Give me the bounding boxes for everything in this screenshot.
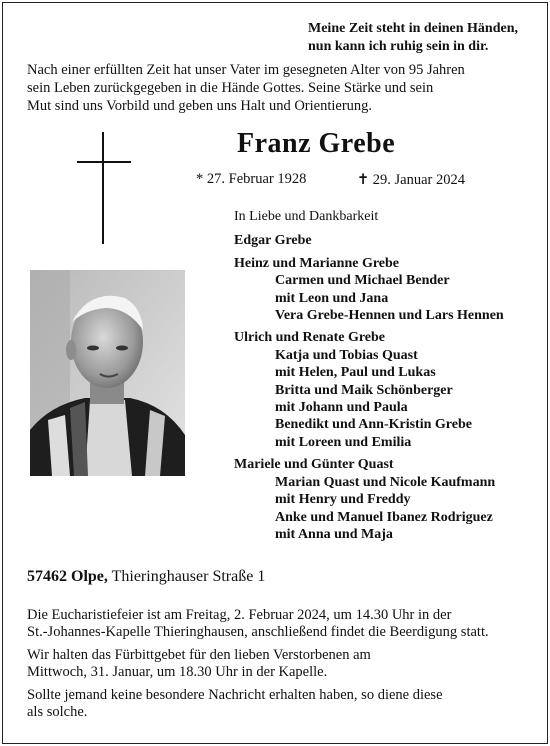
mourner-member: Vera Grebe-Hennen und Lars Hennen <box>275 308 504 324</box>
deceased-name: Franz Grebe <box>237 128 396 159</box>
intro-line: Mut sind uns Vorbild und geben uns Halt und Orientierung. <box>27 98 373 114</box>
motto-verse <box>308 20 518 56</box>
death-date: ✝ 29. Januar 2024 <box>357 172 465 188</box>
intro-line: Nach einer erfüllten Zeit hat unser Vater im gesegneten Alter von 95 Jahren <box>27 62 465 78</box>
closing-line: Sollte jemand keine besondere Nachricht erhalten haben, so diene diese <box>27 687 443 703</box>
cross-icon <box>77 132 131 244</box>
mourner-head: Ulrich und Renate Grebe <box>234 330 386 346</box>
service-info <box>27 607 527 641</box>
mourner-member: Katja und Tobias Quast <box>275 347 418 363</box>
mourner-member: Britta und Maik Schönberger <box>275 382 453 398</box>
closing-text <box>27 607 527 727</box>
intro-text <box>27 61 527 115</box>
mourner-head: Heinz und Marianne Grebe <box>234 255 400 271</box>
mourners-list <box>234 208 504 543</box>
mourners-lead: In Liebe und Dankbarkeit <box>234 209 379 224</box>
address <box>27 568 265 586</box>
closing-line: Die Eucharistiefeier ist am Freitag, 2. Februar 2024, um 14.30 Uhr in der <box>27 607 452 623</box>
closing-line: Mittwoch, 31. Januar, um 18.30 Uhr in der Kapelle. <box>27 664 328 680</box>
mourner-member: Benedikt und Ann-Kristin Grebe <box>275 417 472 433</box>
portrait-photo <box>30 270 185 476</box>
motto-line: nun kann ich ruhig sein in dir. <box>308 39 489 54</box>
prayer-info <box>27 647 527 681</box>
address-street: Thieringhauser Straße 1 <box>111 568 266 585</box>
mourner-member: Marian Quast und Nicole Kaufmann <box>275 474 496 490</box>
mourner-member: Anke und Manuel Ibanez Rodriguez <box>275 509 493 525</box>
intro-line: sein Leben zurückgegeben in die Hände Gottes. Seine Stärke und sein <box>27 80 434 96</box>
birth-date: * 27. Februar 1928 <box>196 171 307 187</box>
mourner-member: mit Henry und Freddy <box>275 492 411 508</box>
motto-line: Meine Zeit steht in deinen Händen, <box>308 21 519 36</box>
closing-line: als solche. <box>27 704 88 720</box>
closing-line: St.-Johannes-Kapelle Thieringhausen, anschließend findet die Beerdigung statt. <box>27 624 489 640</box>
mourner-member: mit Leon und Jana <box>275 290 389 306</box>
mourner-member: mit Loreen und Emilia <box>275 434 412 450</box>
address-city: 57462 Olpe, <box>27 568 108 585</box>
mourner-member: mit Anna und Maja <box>275 526 393 542</box>
mourner-member: Carmen und Michael Bender <box>275 273 450 289</box>
mourner-head: Mariele und Günter Quast <box>234 457 394 473</box>
closing-line: Wir halten das Fürbittgebet für den lieben Verstorbenen am <box>27 647 371 663</box>
mourner-head: Edgar Grebe <box>234 233 312 249</box>
mourner-member: mit Helen, Paul und Lukas <box>275 365 436 381</box>
notice-info <box>27 687 527 721</box>
mourner-member: mit Johann und Paula <box>275 400 408 416</box>
